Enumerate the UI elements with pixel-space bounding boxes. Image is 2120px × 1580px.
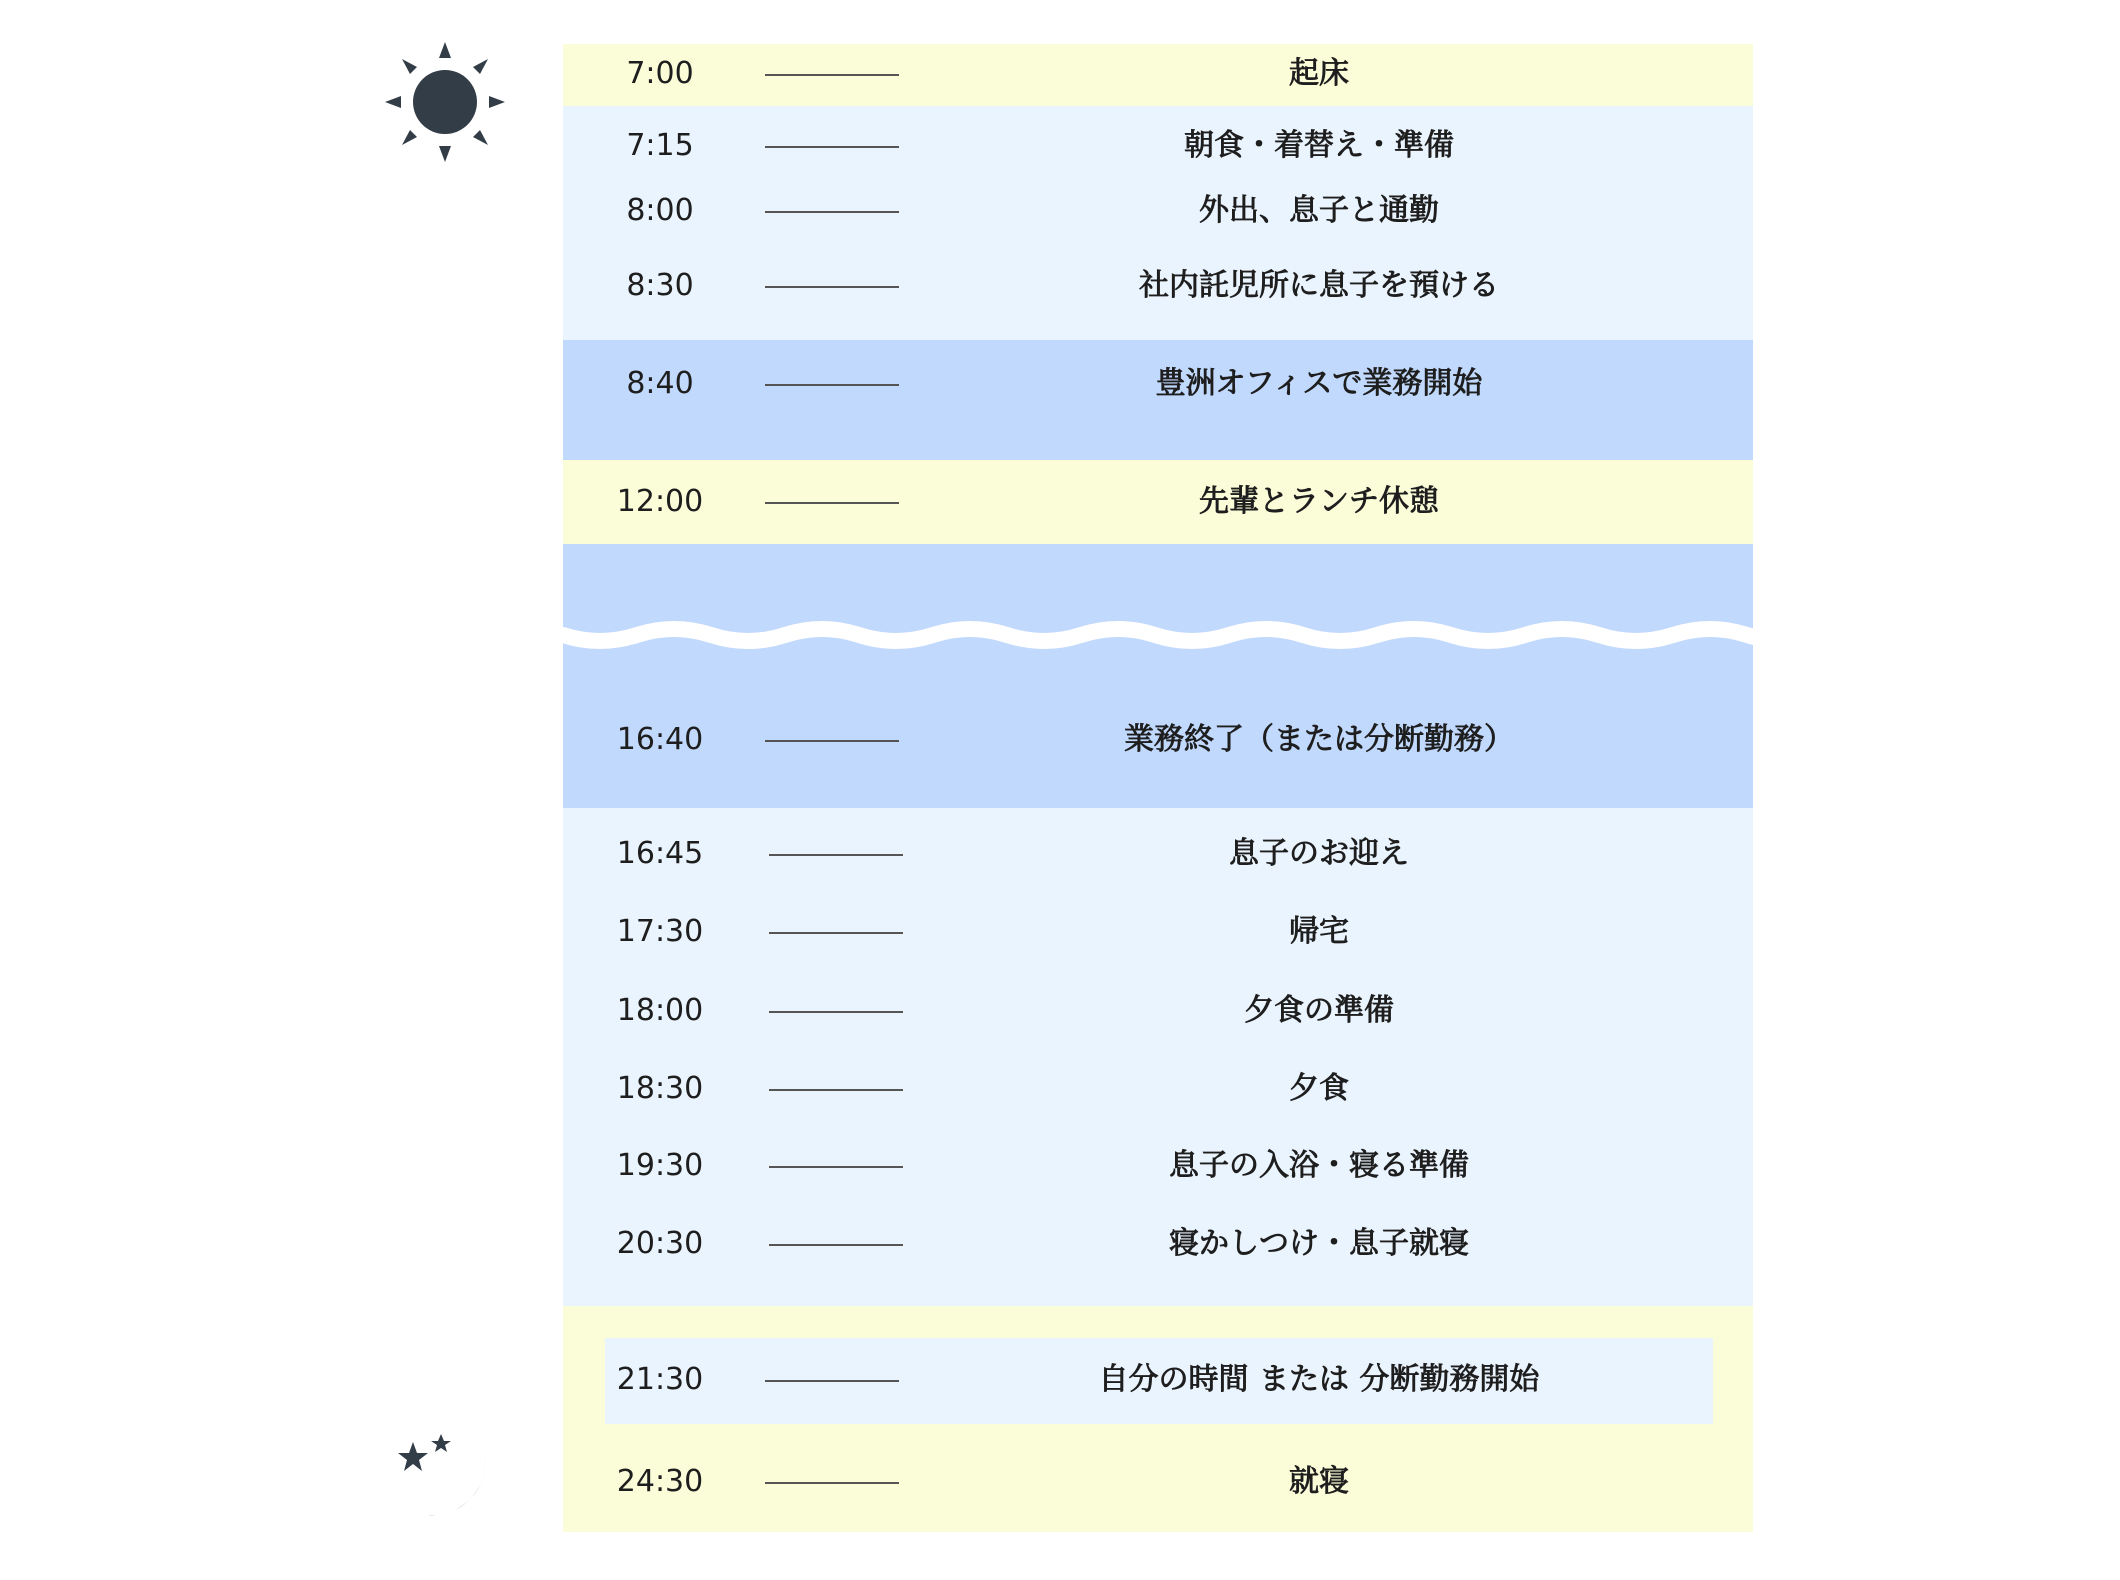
schedule-row-wakeup [563, 46, 1753, 102]
schedule-row-dinner [563, 1061, 1753, 1117]
schedule-time: 18:30 [616, 1071, 704, 1106]
schedule-label: 外出、息子と通勤 [1199, 193, 1439, 228]
schedule-time: 16:40 [616, 722, 704, 757]
schedule-time: 7:00 [626, 56, 694, 91]
schedule-row-breakfast [563, 118, 1753, 174]
schedule-row-daycare [563, 258, 1753, 314]
connector-line [765, 211, 899, 213]
schedule-row-own-time [563, 1352, 1753, 1408]
schedule-label: 豊洲オフィスで業務開始 [1155, 366, 1483, 401]
schedule-time: 7:15 [626, 128, 694, 163]
band-work-afternoon [563, 544, 1753, 808]
schedule-label: 自分の時間 または 分断勤務開始 [1098, 1362, 1540, 1397]
connector-line [765, 286, 899, 288]
schedule-row-work-end [563, 712, 1753, 768]
schedule-time: 8:30 [626, 268, 694, 303]
schedule-row-commute [563, 183, 1753, 239]
schedule-label: 夕食の準備 [1244, 993, 1394, 1028]
connector-line [765, 74, 899, 76]
schedule-time: 8:40 [626, 366, 694, 401]
schedule-label: 起床 [1289, 56, 1349, 91]
schedule-label: 息子の入浴・寝る準備 [1169, 1148, 1469, 1183]
schedule-row-bath [563, 1138, 1753, 1194]
connector-line [769, 854, 903, 856]
schedule-time: 20:30 [616, 1226, 704, 1261]
schedule-time: 24:30 [616, 1464, 704, 1499]
connector-line [765, 146, 899, 148]
schedule-label: 朝食・着替え・準備 [1184, 128, 1454, 163]
schedule-label: 夕食 [1289, 1071, 1349, 1106]
schedule-row-home [563, 904, 1753, 960]
connector-line [769, 932, 903, 934]
schedule-time: 12:00 [616, 484, 704, 519]
connector-line [765, 502, 899, 504]
schedule-row-lunch [563, 474, 1753, 530]
schedule-time: 17:30 [616, 914, 704, 949]
schedule-row-bedtime [563, 1454, 1753, 1510]
schedule-row-son-bedtime [563, 1216, 1753, 1272]
schedule-row-pickup [563, 826, 1753, 882]
sun-icon [385, 42, 505, 162]
moon-stars-icon [385, 1412, 505, 1532]
schedule-time: 18:00 [616, 993, 704, 1028]
schedule-time: 21:30 [616, 1362, 704, 1397]
schedule-label: 息子のお迎え [1229, 836, 1409, 871]
connector-line [769, 1166, 903, 1168]
schedule-label: 社内託児所に息子を預ける [1139, 268, 1499, 303]
connector-line [765, 384, 899, 386]
connector-line [765, 1482, 899, 1484]
schedule-label: 帰宅 [1289, 914, 1349, 949]
schedule-row-dinner-prep [563, 983, 1753, 1039]
connector-line [765, 1380, 899, 1382]
connector-line [765, 740, 899, 742]
time-skip-wave [563, 605, 1753, 665]
schedule-time: 19:30 [616, 1148, 704, 1183]
connector-line [769, 1011, 903, 1013]
schedule-label: 就寝 [1289, 1464, 1349, 1499]
schedule-time: 8:00 [626, 193, 694, 228]
schedule-label: 業務終了（または分断勤務） [1124, 722, 1514, 757]
schedule-label: 先輩とランチ休憩 [1199, 484, 1439, 519]
schedule-label: 寝かしつけ・息子就寝 [1169, 1226, 1469, 1261]
connector-line [769, 1244, 903, 1246]
schedule-time: 16:45 [616, 836, 704, 871]
connector-line [769, 1089, 903, 1091]
schedule-row-work-start [563, 356, 1753, 412]
